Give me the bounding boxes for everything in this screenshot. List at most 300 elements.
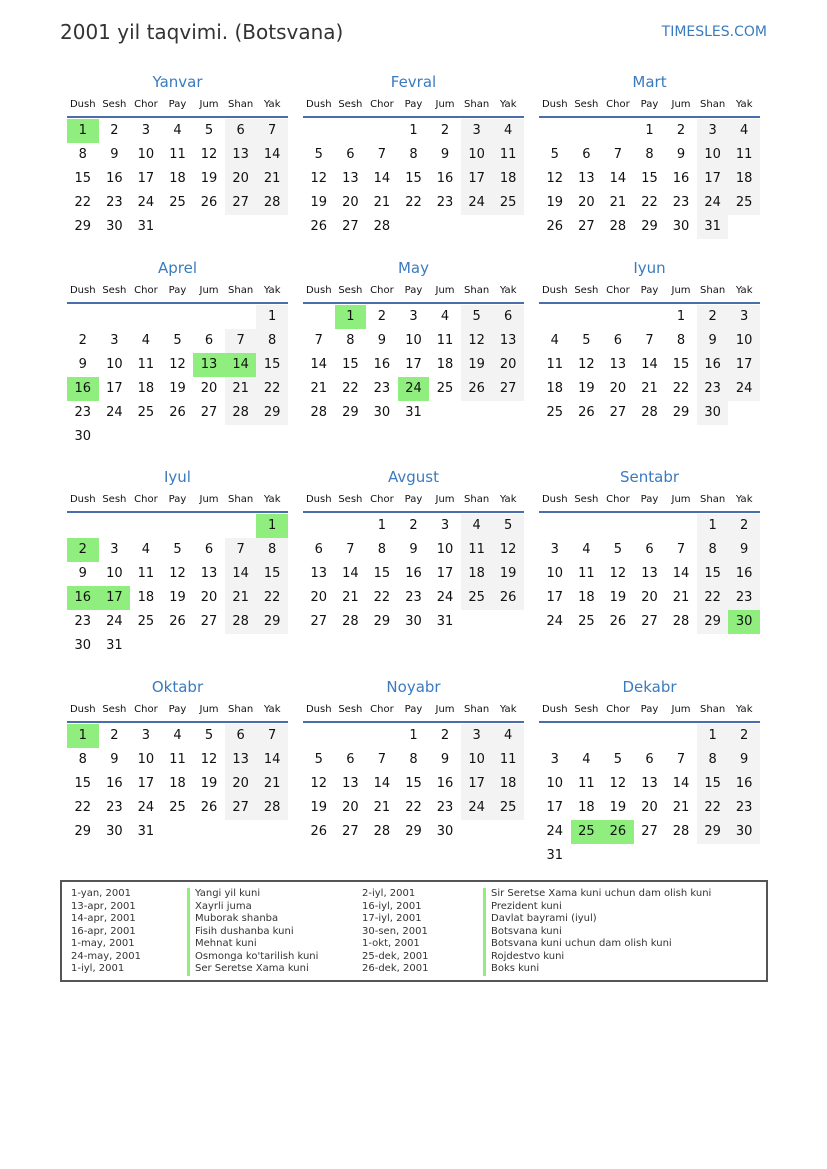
day-cell: 10 <box>106 566 123 581</box>
day-cell: 3 <box>110 333 119 348</box>
day-cell: 20 <box>609 381 627 396</box>
weekday-label: Sesh <box>102 99 127 110</box>
weekday-label: Sesh <box>102 704 127 715</box>
month-title: Yanvar <box>152 73 203 91</box>
day-cell: 27 <box>225 796 257 820</box>
empty-cell <box>162 305 194 329</box>
day-cell: 17 <box>728 353 760 377</box>
empty-cell <box>193 305 225 329</box>
day-cell: 10 <box>461 748 493 772</box>
day-cell: 8 <box>256 329 288 353</box>
month-iyun <box>539 256 760 425</box>
day-cell: 19 <box>492 562 524 586</box>
day-cell: 10 <box>137 147 155 162</box>
day-cell: 19 <box>200 171 218 186</box>
day-cell: 21 <box>256 167 288 191</box>
empty-cell <box>602 724 634 748</box>
day-cell: 1 <box>697 724 729 748</box>
weekday-label: Chor <box>134 285 158 296</box>
day-cell: 21 <box>310 381 328 396</box>
day-cell: 2 <box>728 724 760 748</box>
day-cell: 21 <box>373 195 391 210</box>
day-cell: 9 <box>728 538 760 562</box>
day-cell: 5 <box>492 514 524 538</box>
weekday-label: Yak <box>263 99 281 110</box>
weekday-label: Chor <box>370 99 394 110</box>
day-cell: 14 <box>256 748 288 772</box>
holiday-day-cell: 26 <box>602 820 634 844</box>
weekday-label: Chor <box>606 704 630 715</box>
weekday-label: Sesh <box>102 285 127 296</box>
day-cell: 8 <box>78 147 87 162</box>
day-cell: 20 <box>342 195 359 210</box>
day-cell: 23 <box>436 195 454 210</box>
weekday-header <box>67 699 288 723</box>
day-cell: 11 <box>137 566 155 581</box>
day-cell: 19 <box>200 776 218 791</box>
day-cell: 9 <box>728 748 760 772</box>
month-mart <box>539 70 760 239</box>
legend-date: 1-may, 2001 <box>71 938 135 949</box>
day-cell: 26 <box>461 377 493 401</box>
month-oktabr <box>67 675 288 844</box>
day-cell: 1 <box>377 518 387 533</box>
day-grid <box>303 119 524 239</box>
day-cell: 9 <box>697 329 729 353</box>
day-cell: 3 <box>461 119 493 143</box>
weekday-label: Jum <box>435 285 455 296</box>
empty-cell <box>335 514 367 538</box>
day-cell: 3 <box>110 542 119 557</box>
day-cell: 10 <box>461 143 493 167</box>
day-cell: 8 <box>256 538 288 562</box>
day-grid <box>303 724 524 844</box>
day-cell: 29 <box>405 824 422 839</box>
day-cell: 28 <box>373 219 391 234</box>
weekday-label: Yak <box>499 99 517 110</box>
weekday-label: Sesh <box>338 704 363 715</box>
day-cell: 12 <box>169 357 186 372</box>
weekday-label: Pay <box>640 704 659 715</box>
day-cell: 30 <box>728 820 760 844</box>
day-cell: 18 <box>492 772 524 796</box>
empty-cell <box>665 514 697 538</box>
day-cell: 4 <box>173 728 182 743</box>
day-cell: 20 <box>200 381 218 396</box>
day-cell: 20 <box>200 590 218 605</box>
day-cell: 10 <box>405 333 422 348</box>
legend-holiday-name: Boks kuni <box>483 963 711 976</box>
weekday-label: Chor <box>134 99 158 110</box>
empty-cell <box>162 514 194 538</box>
day-cell: 27 <box>310 614 328 629</box>
day-cell: 6 <box>204 333 214 348</box>
month-noyabr <box>303 675 524 844</box>
weekday-label: Dush <box>541 99 568 110</box>
day-cell: 28 <box>225 401 257 425</box>
weekday-label: Pay <box>168 99 187 110</box>
day-cell: 2 <box>78 333 87 348</box>
day-cell: 30 <box>106 824 123 839</box>
day-cell: 2 <box>697 305 729 329</box>
day-cell: 23 <box>728 586 760 610</box>
day-cell: 26 <box>169 405 186 420</box>
day-cell: 21 <box>373 800 391 815</box>
holiday-day-cell: 1 <box>335 305 367 329</box>
day-cell: 4 <box>141 333 151 348</box>
weekday-label: Chor <box>134 494 158 505</box>
legend-date: 26-dek, 2001 <box>362 963 429 974</box>
day-cell: 12 <box>546 171 564 186</box>
weekday-header <box>539 280 760 304</box>
day-cell: 25 <box>461 586 493 610</box>
empty-cell <box>193 514 225 538</box>
day-cell: 24 <box>546 824 564 839</box>
day-cell: 18 <box>169 171 186 186</box>
day-cell: 17 <box>405 357 422 372</box>
weekday-label: Chor <box>606 99 630 110</box>
month-dekabr <box>539 675 760 868</box>
day-cell: 7 <box>645 333 654 348</box>
empty-cell <box>99 514 131 538</box>
day-cell: 25 <box>436 381 454 396</box>
day-cell: 24 <box>461 191 493 215</box>
month-title: Noyabr <box>386 678 441 696</box>
day-cell: 24 <box>697 191 729 215</box>
day-cell: 2 <box>110 728 119 743</box>
day-cell: 30 <box>405 614 422 629</box>
day-cell: 14 <box>310 357 328 372</box>
day-cell: 17 <box>436 566 454 581</box>
day-cell: 5 <box>461 305 493 329</box>
day-cell: 23 <box>697 377 729 401</box>
empty-cell <box>602 305 634 329</box>
day-cell: 25 <box>492 796 524 820</box>
day-cell: 13 <box>225 748 257 772</box>
day-cell: 14 <box>342 566 359 581</box>
day-cell: 25 <box>728 191 760 215</box>
day-cell: 23 <box>405 590 422 605</box>
day-cell: 31 <box>546 848 564 863</box>
day-cell: 11 <box>137 357 155 372</box>
empty-cell <box>67 305 99 329</box>
day-cell: 15 <box>256 353 288 377</box>
weekday-label: Shan <box>228 494 254 505</box>
weekday-header <box>67 280 288 304</box>
day-cell: 30 <box>74 429 92 444</box>
day-cell: 24 <box>137 195 155 210</box>
day-cell: 23 <box>106 800 123 815</box>
weekday-header <box>303 489 524 513</box>
holiday-day-cell: 2 <box>67 538 99 562</box>
day-grid <box>67 724 288 844</box>
day-cell: 27 <box>200 614 218 629</box>
day-cell: 16 <box>373 357 391 372</box>
day-cell: 6 <box>645 752 654 767</box>
weekday-label: Yak <box>263 494 281 505</box>
weekday-label: Shan <box>228 285 254 296</box>
day-cell: 22 <box>672 381 690 396</box>
holiday-day-cell: 30 <box>728 610 760 634</box>
day-cell: 11 <box>546 357 564 372</box>
day-cell: 22 <box>373 590 391 605</box>
day-cell: 20 <box>641 800 658 815</box>
day-cell: 18 <box>461 562 493 586</box>
day-cell: 9 <box>110 752 119 767</box>
weekday-label: Dush <box>541 494 568 505</box>
day-cell: 19 <box>546 195 564 210</box>
day-cell: 4 <box>440 309 450 324</box>
day-cell: 7 <box>676 542 686 557</box>
day-cell: 4 <box>582 542 591 557</box>
day-cell: 23 <box>106 195 123 210</box>
day-cell: 7 <box>377 147 387 162</box>
day-cell: 12 <box>310 171 328 186</box>
empty-cell <box>303 724 335 748</box>
day-cell: 24 <box>461 796 493 820</box>
empty-cell <box>602 119 634 143</box>
day-cell: 9 <box>110 147 119 162</box>
day-cell: 18 <box>546 381 564 396</box>
day-cell: 7 <box>676 752 686 767</box>
weekday-label: Sesh <box>102 494 127 505</box>
legend-holiday-name: Davlat bayrami (iyul) <box>483 913 711 926</box>
day-cell: 6 <box>582 147 591 162</box>
day-cell: 13 <box>609 357 627 372</box>
weekday-label: Yak <box>735 494 753 505</box>
weekday-label: Dush <box>305 494 332 505</box>
day-cell: 29 <box>672 405 690 420</box>
day-cell: 28 <box>256 796 288 820</box>
legend-holiday-name: Xayrli juma <box>187 901 318 914</box>
weekday-label: Sesh <box>574 704 599 715</box>
weekday-label: Dush <box>541 704 568 715</box>
day-cell: 15 <box>405 171 422 186</box>
weekday-label: Sesh <box>338 494 363 505</box>
day-cell: 5 <box>173 333 182 348</box>
legend-holiday-name: Muborak shanba <box>187 913 318 926</box>
weekday-label: Shan <box>464 285 490 296</box>
brand-link[interactable]: TIMESLES.COM <box>661 24 767 40</box>
day-cell: 2 <box>676 123 686 138</box>
day-cell: 17 <box>697 167 729 191</box>
day-cell: 27 <box>225 191 257 215</box>
day-cell: 26 <box>310 219 328 234</box>
weekday-label: Dush <box>69 704 96 715</box>
day-cell: 27 <box>200 405 218 420</box>
day-cell: 19 <box>310 195 328 210</box>
day-cell: 12 <box>492 538 524 562</box>
day-cell: 16 <box>106 171 123 186</box>
day-cell: 16 <box>728 562 760 586</box>
day-cell: 20 <box>578 195 595 210</box>
day-cell: 18 <box>728 167 760 191</box>
day-cell: 30 <box>697 401 729 425</box>
legend-holiday-name: Prezident kuni <box>483 901 711 914</box>
legend-holiday-name: Yangi yil kuni <box>187 888 318 901</box>
day-cell: 28 <box>609 219 627 234</box>
empty-cell <box>225 305 257 329</box>
day-cell: 27 <box>641 824 658 839</box>
weekday-label: Yak <box>263 704 281 715</box>
day-cell: 20 <box>492 353 524 377</box>
empty-cell <box>571 514 603 538</box>
day-cell: 15 <box>74 171 92 186</box>
day-cell: 9 <box>377 333 387 348</box>
month-avgust <box>303 465 524 634</box>
day-cell: 19 <box>169 381 186 396</box>
day-cell: 1 <box>645 123 654 138</box>
weekday-label: Yak <box>735 285 753 296</box>
month-title: Dekabr <box>622 678 677 696</box>
day-cell: 16 <box>672 171 690 186</box>
empty-cell <box>571 724 603 748</box>
empty-cell <box>539 514 571 538</box>
day-cell: 13 <box>492 329 524 353</box>
empty-cell <box>665 724 697 748</box>
day-cell: 4 <box>550 333 559 348</box>
day-cell: 3 <box>440 518 450 533</box>
weekday-header <box>539 94 760 118</box>
weekday-label: Sesh <box>338 99 363 110</box>
day-cell: 30 <box>672 219 690 234</box>
legend-date: 25-dek, 2001 <box>362 950 429 962</box>
day-cell: 15 <box>373 566 391 581</box>
day-cell: 26 <box>578 405 595 420</box>
day-cell: 7 <box>256 119 288 143</box>
weekday-label: Pay <box>168 494 187 505</box>
weekday-label: Dush <box>305 285 332 296</box>
day-cell: 3 <box>697 119 729 143</box>
day-cell: 31 <box>106 638 123 653</box>
day-cell: 6 <box>204 542 214 557</box>
day-cell: 25 <box>169 800 186 815</box>
month-title: Fevral <box>390 73 437 91</box>
day-cell: 11 <box>169 147 186 162</box>
holiday-day-cell: 13 <box>193 353 225 377</box>
day-cell: 27 <box>641 614 658 629</box>
day-cell: 7 <box>346 542 355 557</box>
day-cell: 9 <box>440 752 450 767</box>
day-cell: 29 <box>256 401 288 425</box>
day-cell: 6 <box>225 724 257 748</box>
day-cell: 22 <box>256 586 288 610</box>
day-cell: 22 <box>405 800 422 815</box>
day-cell: 20 <box>641 590 658 605</box>
day-cell: 5 <box>314 752 323 767</box>
day-cell: 8 <box>377 542 387 557</box>
day-cell: 11 <box>436 333 454 348</box>
day-cell: 13 <box>641 566 658 581</box>
day-cell: 2 <box>377 309 387 324</box>
day-cell: 18 <box>137 590 155 605</box>
day-cell: 31 <box>137 824 155 839</box>
day-cell: 3 <box>728 305 760 329</box>
month-sentabr <box>539 465 760 634</box>
empty-cell <box>571 119 603 143</box>
weekday-label: Pay <box>404 494 423 505</box>
holiday-day-cell: 1 <box>67 119 99 143</box>
day-cell: 3 <box>141 123 151 138</box>
day-cell: 26 <box>492 586 524 610</box>
day-cell: 6 <box>346 752 355 767</box>
holiday-legend <box>60 880 768 982</box>
day-cell: 14 <box>373 171 391 186</box>
weekday-label: Yak <box>499 285 517 296</box>
legend-date: 14-apr, 2001 <box>71 913 136 924</box>
day-cell: 23 <box>672 195 690 210</box>
day-cell: 22 <box>697 586 729 610</box>
empty-cell <box>130 305 162 329</box>
day-cell: 5 <box>550 147 559 162</box>
day-cell: 8 <box>409 752 418 767</box>
empty-cell <box>303 514 335 538</box>
weekday-label: Dush <box>69 285 96 296</box>
day-cell: 18 <box>137 381 155 396</box>
day-cell: 31 <box>697 215 729 239</box>
day-cell: 12 <box>310 776 328 791</box>
day-cell: 23 <box>436 800 454 815</box>
day-cell: 22 <box>74 195 92 210</box>
day-cell: 11 <box>461 538 493 562</box>
day-cell: 14 <box>672 776 690 791</box>
legend-holiday-name: Botsvana kuni uchun dam olish kuni <box>483 938 711 951</box>
month-yanvar <box>67 70 288 239</box>
day-cell: 5 <box>173 542 182 557</box>
day-cell: 28 <box>641 405 658 420</box>
day-cell: 7 <box>225 538 257 562</box>
day-cell: 28 <box>342 614 359 629</box>
day-cell: 17 <box>137 171 155 186</box>
month-title: Mart <box>632 73 667 91</box>
legend-date: 24-may, 2001 <box>71 950 141 962</box>
day-cell: 14 <box>672 566 690 581</box>
day-cell: 5 <box>204 728 214 743</box>
day-cell: 2 <box>440 728 450 743</box>
holiday-day-cell: 1 <box>256 514 288 538</box>
day-cell: 23 <box>74 614 92 629</box>
day-grid <box>303 514 524 634</box>
day-cell: 19 <box>609 590 627 605</box>
day-cell: 1 <box>676 309 686 324</box>
legend-holiday-name: Fisih dushanba kuni <box>187 926 318 939</box>
weekday-label: Pay <box>168 285 187 296</box>
day-cell: 31 <box>405 405 422 420</box>
day-cell: 13 <box>342 776 359 791</box>
month-title: Iyun <box>633 259 666 277</box>
legend-date: 1-iyl, 2001 <box>71 963 125 974</box>
day-cell: 7 <box>256 724 288 748</box>
day-cell: 30 <box>436 824 454 839</box>
day-cell: 6 <box>225 119 257 143</box>
day-cell: 25 <box>137 405 155 420</box>
weekday-header <box>539 489 760 513</box>
day-cell: 5 <box>582 333 591 348</box>
day-cell: 5 <box>314 147 323 162</box>
day-cell: 13 <box>578 171 595 186</box>
weekday-header <box>303 94 524 118</box>
day-cell: 19 <box>169 590 186 605</box>
day-cell: 12 <box>169 566 186 581</box>
day-cell: 21 <box>672 800 690 815</box>
weekday-label: Shan <box>464 494 490 505</box>
day-cell: 8 <box>346 333 355 348</box>
day-cell: 18 <box>578 800 595 815</box>
day-cell: 25 <box>169 195 186 210</box>
weekday-header <box>539 699 760 723</box>
day-cell: 4 <box>173 123 182 138</box>
weekday-label: Yak <box>735 99 753 110</box>
